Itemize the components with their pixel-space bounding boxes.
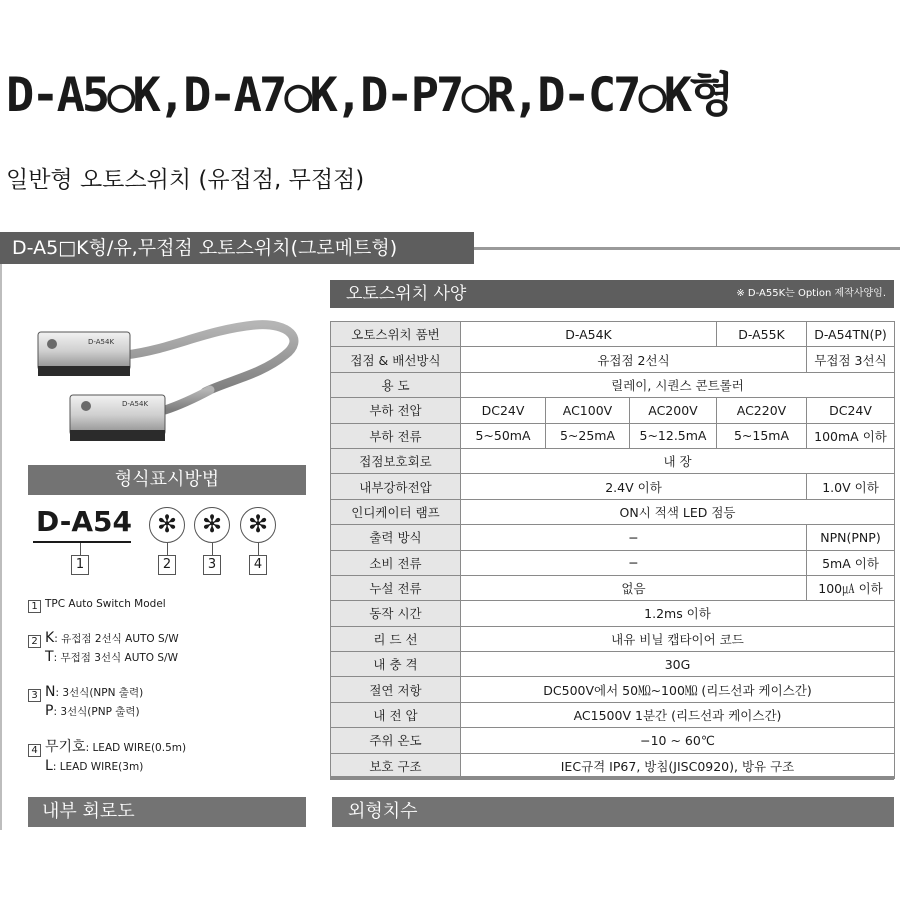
spec-label: 리 드 선 (331, 626, 461, 651)
connector-line-3 (212, 543, 213, 555)
legend-number: 3 (28, 689, 41, 702)
connector-line-1 (80, 543, 81, 555)
legend-text: : LEAD WIRE(3m) (52, 761, 144, 773)
spec-cell: D-A54TN(P) (807, 322, 895, 347)
section-header (0, 232, 900, 264)
position-number-3: 3 (203, 555, 221, 575)
spec-label: 주위 온도 (331, 728, 461, 753)
position-number-1: 1 (71, 555, 89, 575)
spec-cell: ON시 적색 LED 점등 (461, 499, 895, 524)
table-row (331, 474, 895, 499)
legend-number: 4 (28, 744, 41, 757)
position-number-4: 4 (249, 555, 267, 575)
spec-label: 인디케이터 램프 (331, 499, 461, 524)
table-row (331, 322, 895, 347)
table-row (331, 372, 895, 397)
table-row (331, 626, 895, 651)
placeholder-circle-4: ✻ (240, 507, 276, 543)
legend-item-1 (28, 597, 166, 613)
spec-cell: IEC규격 IP67, 방침(JISC0920), 방유 구조 (461, 753, 895, 778)
section-title: D-A5□K형/유,무접점 오토스위치(그로메트형) (12, 237, 398, 259)
spec-cell: AC200V (630, 398, 717, 423)
spec-label: 내 전 압 (331, 702, 461, 727)
table-row (331, 525, 895, 550)
legend-key: K (45, 630, 55, 646)
legend-text: : 무접점 3선식 AUTO S/W (53, 652, 178, 664)
legend-item-7 (28, 759, 143, 775)
legend-item-2 (28, 631, 179, 648)
dimensions-heading: 외형치수 (332, 797, 894, 827)
table-row (331, 499, 895, 524)
spec-label: 절연 저항 (331, 677, 461, 702)
left-column-rule (0, 264, 2, 830)
switch-label-1: D-A54K (88, 338, 115, 346)
legend-key: N (45, 684, 56, 700)
placeholder-circle-3: ✻ (194, 507, 230, 543)
page-title: D-A5○K,D-A7○K,D-P7○R,D-C7○K형 (6, 68, 732, 123)
legend-text: TPC Auto Switch Model (45, 598, 166, 610)
spec-cell: 1.2ms 이하 (461, 601, 895, 626)
spec-label: 접점보호회로 (331, 448, 461, 473)
spec-cell: AC220V (717, 398, 807, 423)
lead-cable (125, 325, 294, 392)
spec-cell: − (461, 550, 807, 575)
spec-label: 부하 전류 (331, 423, 461, 448)
internal-circuit-heading: 내부 회로도 (28, 797, 306, 827)
spec-cell: 무접점 3선식 (807, 347, 895, 372)
legend-text: : 3선식(PNP 출력) (53, 706, 140, 718)
table-row (331, 652, 895, 677)
table-row (331, 728, 895, 753)
spec-label: 내 충 격 (331, 652, 461, 677)
model-notation-heading: 형식표시방법 (28, 465, 306, 495)
table-row (331, 677, 895, 702)
spec-cell: − (461, 525, 807, 550)
legend-key: T (45, 649, 54, 665)
legend-item-3 (28, 650, 178, 666)
spec-cell: 5mA 이하 (807, 550, 895, 575)
spec-cell: AC1500V 1분간 (리드선과 케이스간) (461, 702, 895, 727)
legend-key: P (45, 703, 54, 719)
model-code-underline (33, 541, 131, 543)
spec-cell: 5~15mA (717, 423, 807, 448)
connector-line-4 (258, 543, 259, 555)
spec-cell: 100㎂ 이하 (807, 575, 895, 600)
product-photo (30, 310, 315, 450)
table-row (331, 398, 895, 423)
spec-cell: DC500V에서 50㏁~100㏁ (리드선과 케이스간) (461, 677, 895, 702)
spec-cell: 1.0V 이하 (807, 474, 895, 499)
spec-label: 용 도 (331, 372, 461, 397)
spec-cell: AC100V (546, 398, 630, 423)
spec-cell: 릴레이, 시퀀스 콘트롤러 (461, 372, 895, 397)
spec-label: 오토스위치 품번 (331, 322, 461, 347)
section-header-rule (474, 247, 900, 250)
switch-body-1 (38, 332, 130, 376)
spec-cell: 5~25mA (546, 423, 630, 448)
spec-label: 소비 전류 (331, 550, 461, 575)
placeholder-circle-2: ✻ (149, 507, 185, 543)
position-number-2: 2 (158, 555, 176, 575)
table-row (331, 702, 895, 727)
connector-line-2 (167, 543, 168, 555)
switch-label-2: D-A54K (122, 400, 149, 408)
legend-key: L (45, 758, 53, 774)
spec-note: ※ D-A55K는 Option 제작사양임. (736, 288, 886, 299)
legend-item-5 (28, 704, 140, 720)
spec-cell: 30G (461, 652, 895, 677)
spec-label: 누설 전류 (331, 575, 461, 600)
spec-label: 출력 방식 (331, 525, 461, 550)
spec-cell: −10 ~ 60℃ (461, 728, 895, 753)
table-row (331, 753, 895, 778)
spec-title: 오토스위치 사양 (346, 284, 467, 304)
legend-number: 1 (28, 600, 41, 613)
table-row (331, 575, 895, 600)
spec-cell: 내유 비닐 캡타이어 코드 (461, 626, 895, 651)
table-row (331, 448, 895, 473)
spec-label: 동작 시간 (331, 601, 461, 626)
spec-cell: 100mA 이하 (807, 423, 895, 448)
spec-cell: 내 장 (461, 448, 895, 473)
legend-item-6 (28, 740, 186, 757)
spec-table-bottom-rule (330, 776, 894, 780)
page-subtitle: 일반형 오토스위치 (유접점, 무접점) (6, 167, 365, 193)
spec-header (330, 280, 894, 308)
spec-label: 내부강하전압 (331, 474, 461, 499)
spec-cell: D-A54K (461, 322, 717, 347)
spec-cell: 5~12.5mA (630, 423, 717, 448)
spec-label: 접점 & 배선방식 (331, 347, 461, 372)
spec-cell: 5~50mA (461, 423, 546, 448)
spec-cell: DC24V (461, 398, 546, 423)
legend-text: : 유접점 2선식 AUTO S/W (54, 633, 179, 645)
spec-label: 보호 구조 (331, 753, 461, 778)
spec-cell: DC24V (807, 398, 895, 423)
legend-text: : LEAD WIRE(0.5m) (85, 742, 187, 754)
legend-number: 2 (28, 635, 41, 648)
spec-cell: 2.4V 이하 (461, 474, 807, 499)
spec-cell: D-A55K (717, 322, 807, 347)
spec-cell: 유접점 2선식 (461, 347, 807, 372)
table-row (331, 423, 895, 448)
spec-label: 부하 전압 (331, 398, 461, 423)
switch-body-2 (70, 395, 165, 441)
legend-item-4 (28, 685, 143, 702)
spec-cell: NPN(PNP) (807, 525, 895, 550)
table-row (331, 601, 895, 626)
model-code: D-A54 (36, 505, 133, 538)
spec-cell: 없음 (461, 575, 807, 600)
table-row (331, 550, 895, 575)
spec-table (330, 321, 895, 779)
lead-cable-2 (165, 390, 210, 410)
legend-text: : 3선식(NPN 출력) (55, 687, 144, 699)
legend-key: 무기호 (45, 739, 86, 755)
table-row (331, 347, 895, 372)
